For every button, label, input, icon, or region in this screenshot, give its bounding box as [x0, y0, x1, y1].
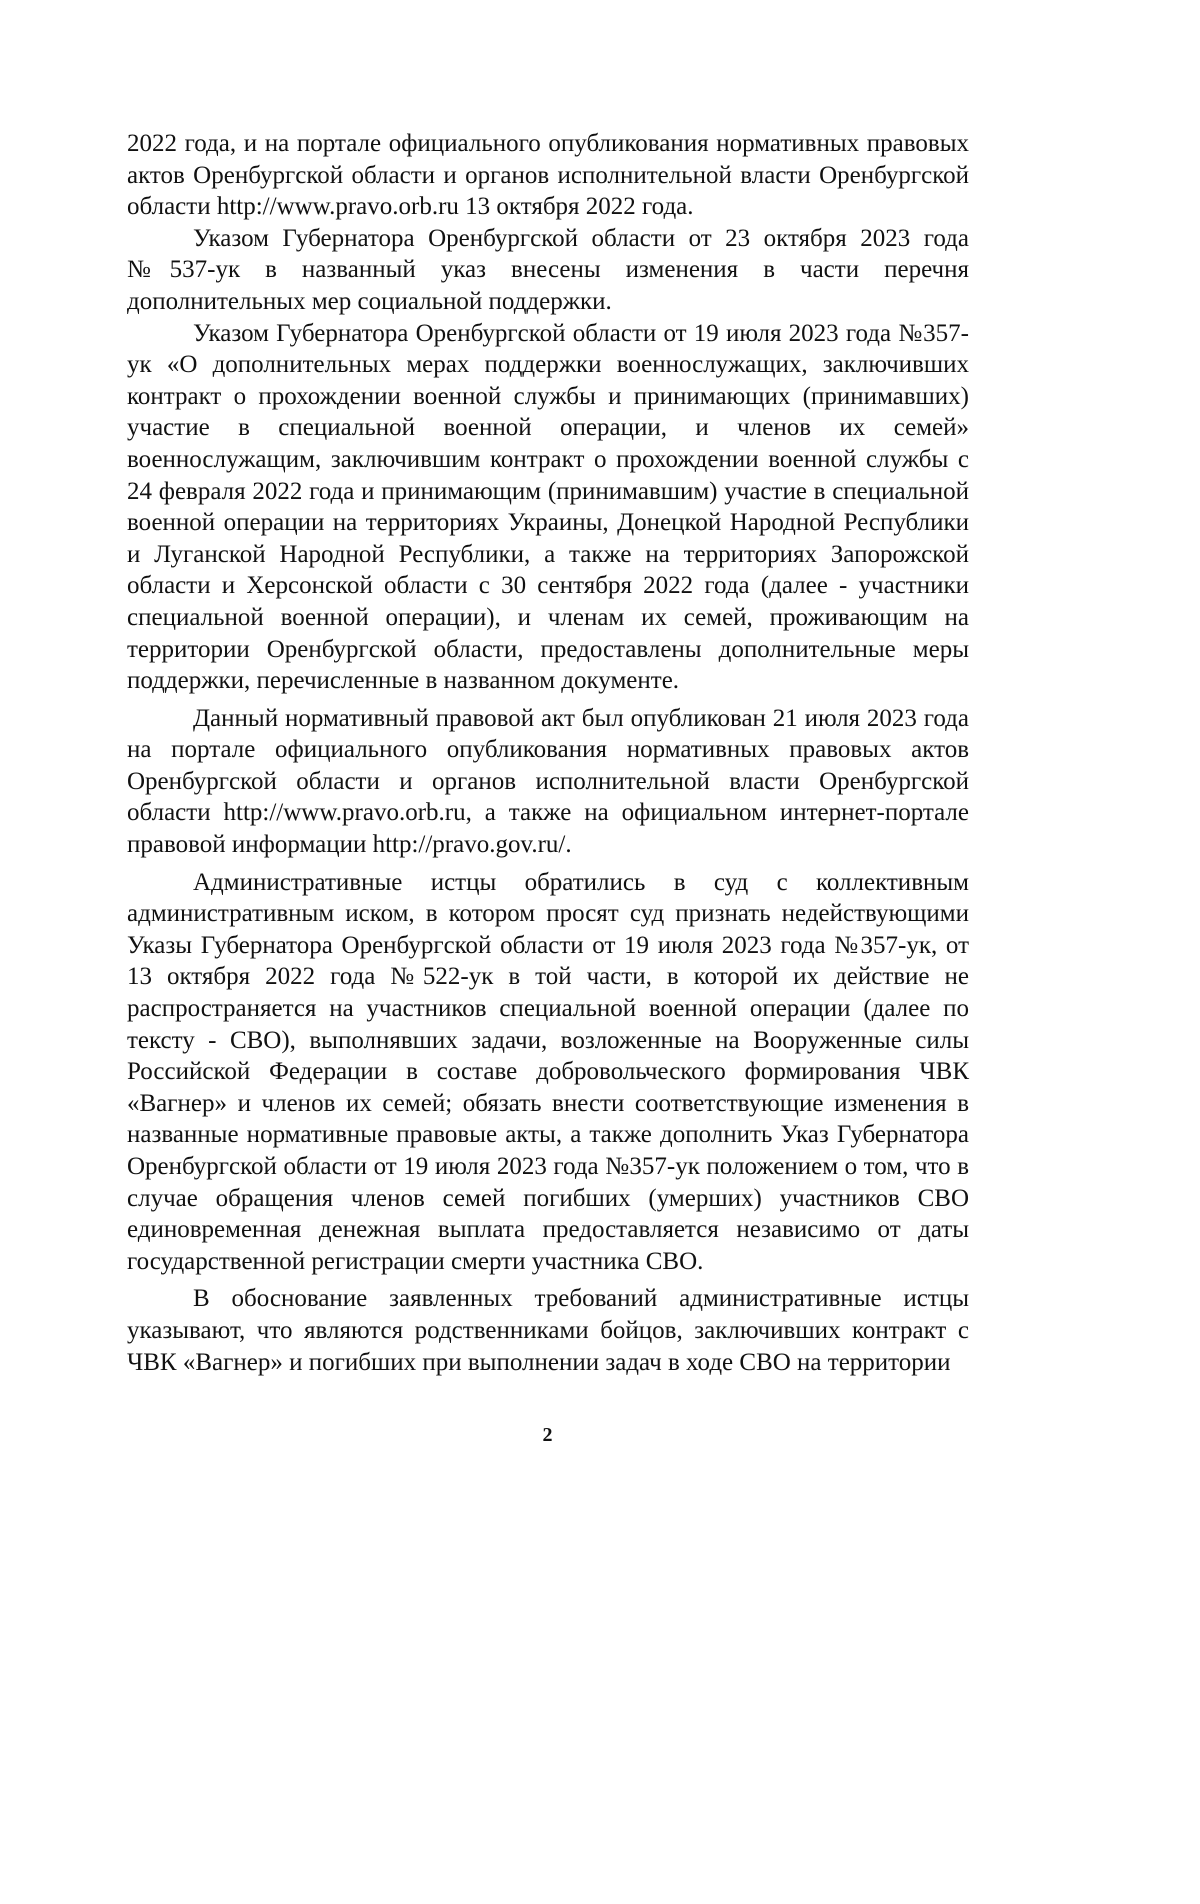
paragraph-grounds: В обоснование заявленных требований административные истцы указывают, что являются родственниками бойцов, заключивших контракт с ЧВК «Вагнер» и погибших при выполнении задач в ходе СВО на территории	[127, 1285, 969, 1376]
paragraph-claim: Административные истцы обратились в суд с коллективным административным иском, в котором просят суд признать недействующими Указы Губернатора Оренбургской области от 19 июля 2023 года №357-ук, от 13 октября 2022 года №522-ук в той части, в которой их действие не распространяется на участников специальной военной операции (далее по тексту - СВО), выполнявших задачи, возложенные на Вооруженные силы Российской Федерации в составе добровольческого формирования ЧВК «Вагнер» и членов их семей; обязать внести соответствующие изменения в названные нормативные правовые акты, а также дополнить Указ Губернатора Оренбургской области от 19 июля 2023 года №357-ук положением о том, что в случае обращения членов семей погибших (умерших) участников СВО единовременная денежная выплата предоставляется независимо от даты государственной регистрации смерти участника СВО.	[127, 868, 969, 1275]
paragraph-decree-357: Указом Губернатора Оренбургской области от 19 июля 2023 года №357-ук «О дополнительных мерах поддержки военнослужащих, заключивших контракт о прохождении военной службы и принимающих (принимавших) участие в специальной военной операции, и членов их семей» военнослужащим, заключившим контракт о прохождении военной службы с 24 февраля 2022 года и принимающим (принимавшим) участие в специальной военной операции на территориях Украины, Донецкой Народной Республики и Луганской Народной Республики, а также на территориях Запорожской области и Херсонской области с 30 сентября 2022 года (далее - участники специальной военной операции), и членам их семей, проживающим на территории Оренбургской области, предоставлены дополнительные меры поддержки, перечисленные в названном документе.	[127, 319, 969, 695]
paragraph-publication-2022: 2022 года, и на портале официального опубликования нормативных правовых актов Оренбургской области и органов исполнительной власти Оренбургской области http://www.pravo.orb.ru 13 октября 2022 года.	[127, 130, 969, 221]
paragraph-publication-2023: Данный нормативный правовой акт был опубликован 21 июля 2023 года на портале официального опубликования нормативных правовых актов Оренбургской области и органов исполнительной власти Оренбургской области http://www.pravo.orb.ru, а также на официальном интернет-портале правовой информации http://pravo.gov.ru/.	[127, 704, 969, 859]
document-body	[127, 128, 969, 1378]
page-number: 2	[542, 1424, 553, 1446]
paragraph-decree-537: Указом Губернатора Оренбургской области от 23 октября 2023 года №537-ук в названный указ внесены изменения в части перечня дополнительных мер социальной поддержки.	[127, 224, 969, 315]
